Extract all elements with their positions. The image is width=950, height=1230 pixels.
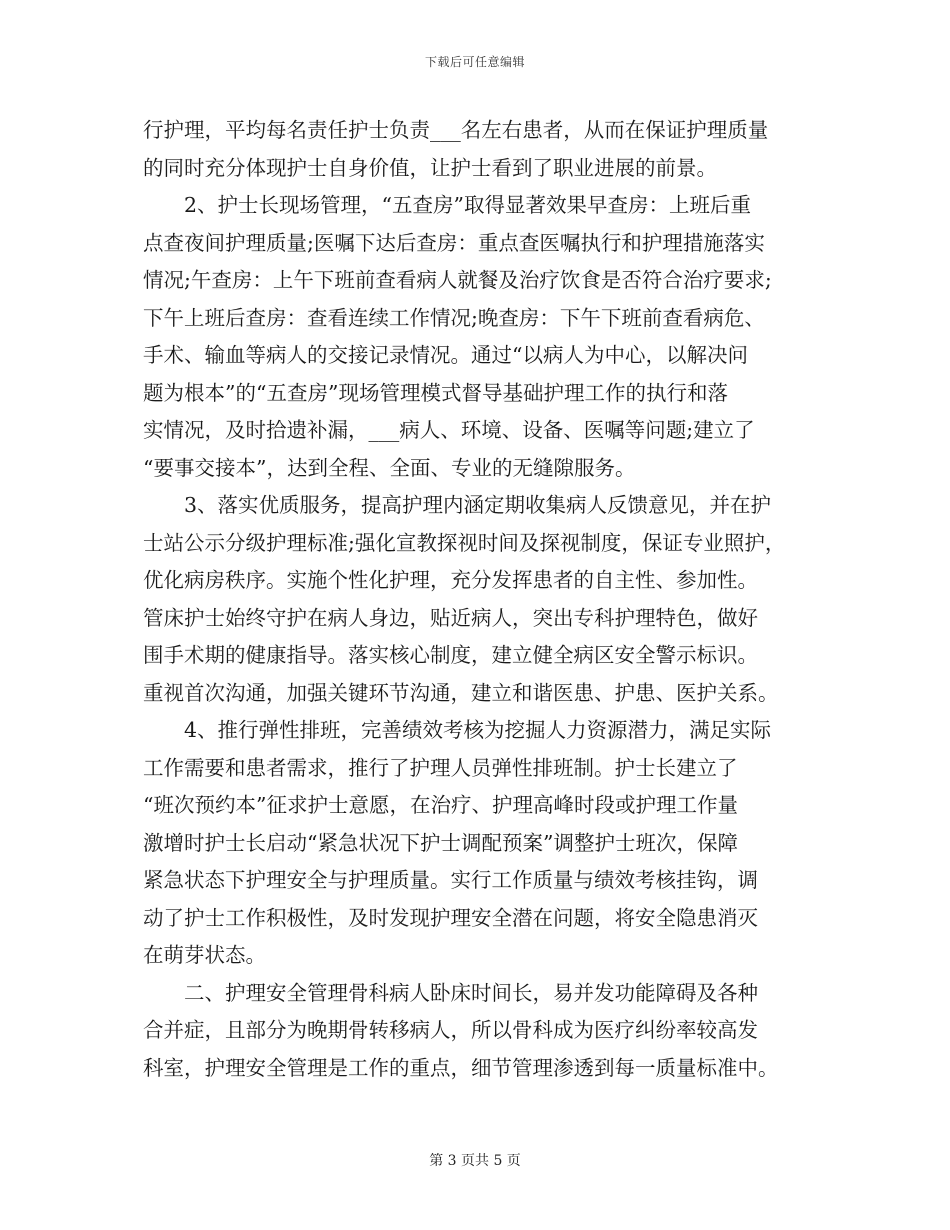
text-line: “班次预约本”征求护士意愿，在治疗、护理高峰时段或护理工作量 <box>143 793 738 817</box>
text-line: 实情况，及时拾遗补漏，___病人、环境、设备、医嘱等问题;建立了 <box>143 418 755 442</box>
paragraph-head-nurse-management <box>143 187 813 487</box>
paragraph-safety-management <box>143 975 813 1088</box>
text-line: 科室，护理安全管理是工作的重点，细节管理渗透到每一质量标准中。 <box>143 1055 779 1080</box>
text-line: 行护理，平均每名责任护士负责___名左右患者，从而在保证护理质量 <box>143 118 769 142</box>
text-line: 紧急状态下护理安全与护理质量。实行工作质量与绩效考核挂钩，调 <box>143 868 758 892</box>
text-line: 激增时护士长启动“紧急状况下护士调配预案”调整护士班次，保障 <box>143 830 738 855</box>
text-line: 手术、输血等病人的交接记录情况。通过“以病人为中心，以解决问 <box>143 343 748 367</box>
text-line: 优化病房秩序。实施个性化护理，充分发挥患者的自主性、参加性。 <box>143 568 758 592</box>
paragraph-flexible-scheduling <box>143 712 813 975</box>
text-line: 3、落实优质服务，提高护理内涵定期收集病人反馈意见，并在护 <box>184 493 772 517</box>
page-number-footer: 第 3 页共 5 页 <box>429 1153 521 1169</box>
document-body <box>143 112 813 1087</box>
text-line: 在萌芽状态。 <box>143 943 266 967</box>
text-line: 工作需要和患者需求，推行了护理人员弹性排班制。护士长建立了 <box>143 755 738 780</box>
text-line: 合并症，且部分为晚期骨转移病人，所以骨科成为医疗纠纷率较高发 <box>143 1018 758 1042</box>
page-header: 下载后可任意编辑 <box>424 55 525 69</box>
text-line: 情况;午查房：上午下班前查看病人就餐及治疗饮食是否符合治疗要求; <box>143 268 772 292</box>
text-line: 围手术期的健康指导。落实核心制度，建立健全病区安全警示标识。 <box>143 643 758 667</box>
paragraph-1-continuation <box>143 112 813 187</box>
text-line: 重视首次沟通，加强关键环节沟通，建立和谐医患、护患、医护关系。 <box>143 680 779 705</box>
text-line: 4、推行弹性排班，完善绩效考核为挖掘人力资源潜力，满足实际 <box>184 718 772 742</box>
text-line: 2、护士长现场管理，“五查房”取得显著效果早查房：上班后重 <box>184 193 752 217</box>
paragraph-quality-service <box>143 487 813 712</box>
text-line: “要事交接本”，达到全程、全面、专业的无缝隙服务。 <box>143 455 636 480</box>
text-line: 管床护士始终守护在病人身边，贴近病人，突出专科护理特色，做好 <box>143 605 758 630</box>
text-line: 士站公示分级护理标准;强化宣教探视时间及探视制度，保证专业照护， <box>143 530 786 555</box>
text-line: 下午上班后查房：查看连续工作情况;晚查房：下午下班前查看病危、 <box>143 305 765 330</box>
text-line: 题为根本”的“五查房”现场管理模式督导基础护理工作的执行和落 <box>143 380 728 405</box>
text-line: 动了护士工作积极性，及时发现护理安全潜在问题，将安全隐患消灭 <box>143 905 758 930</box>
text-line: 点查夜间护理质量;医嘱下达后查房：重点查医嘱执行和护理措施落实 <box>143 230 765 255</box>
text-line: 的同时充分体现护士自身价值，让护士看到了职业进展的前景。 <box>143 155 717 180</box>
text-line: 二、护理安全管理骨科病人卧床时间长，易并发功能障碍及各种 <box>184 980 758 1005</box>
